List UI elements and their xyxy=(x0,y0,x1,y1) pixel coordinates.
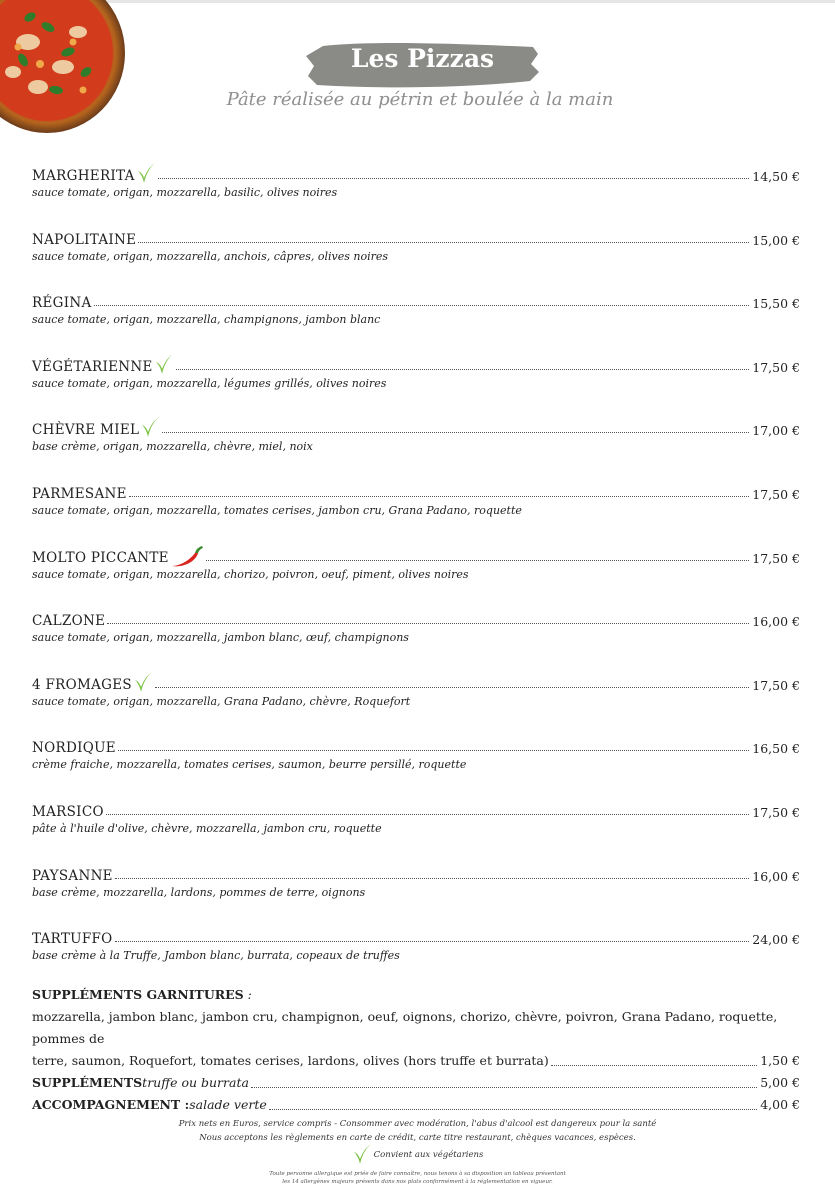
veg-legend-label: Convient aux végétariens xyxy=(373,1150,484,1160)
pizza-price: 16,00 € xyxy=(752,614,800,630)
vegetarian-check-icon xyxy=(136,162,156,184)
footer-veg-legend xyxy=(120,1145,715,1165)
pizza-name: RÉGINA xyxy=(32,295,92,312)
pizza-price: 24,00 € xyxy=(752,932,800,948)
pizza-description: base crème, mozzarella, lardons, pommes de terre, oignons xyxy=(32,885,366,899)
list-item xyxy=(32,351,800,415)
pizza-name: TARTUFFO xyxy=(32,931,113,948)
list-item xyxy=(32,923,800,987)
chili-pepper-icon xyxy=(170,544,204,566)
footer-line-prices: Prix nets en Euros, service compris - Consommer avec modération, l'abus d'alcool est dangereux pour la santé xyxy=(178,1119,657,1129)
pizza-price: 15,00 € xyxy=(752,232,800,248)
pizza-name: PAYSANNE xyxy=(32,867,113,884)
title-banner xyxy=(305,40,540,92)
footer xyxy=(120,1117,715,1186)
garnitures-list-text: terre, saumon, Roquefort, tomates cerises, lardons, olives (hors truffe et burrata) xyxy=(32,1053,549,1068)
pizza-price: 17,50 € xyxy=(752,359,800,375)
pizza-image xyxy=(0,0,126,134)
list-item xyxy=(32,732,800,796)
garnitures-list-line1: mozzarella, jambon blanc, jambon cru, champignon, oeuf, oignons, chorizo, chèvre, poivron, Grana Padano, roquette, pommes de xyxy=(32,1009,778,1046)
pizza-price: 17,50 € xyxy=(752,677,800,693)
garnitures-heading-line xyxy=(32,984,800,1006)
pizza-description: sauce tomate, origan, mozzarella, anchois, câpres, olives noires xyxy=(32,249,389,263)
pizza-name: PARMESANE xyxy=(32,485,127,502)
pizza-name: NORDIQUE xyxy=(32,740,116,757)
accomp-price: 4,00 € xyxy=(760,1097,800,1112)
truffe-price: 5,00 € xyxy=(760,1075,800,1090)
pizza-description: sauce tomate, origan, mozzarella, champignons, jambon blanc xyxy=(32,313,381,327)
page-subtitle: Pâte réalisée au pétrin et boulée à la main xyxy=(226,89,614,110)
pizza-list xyxy=(32,160,800,987)
garnitures-heading: SUPPLÉMENTS GARNITURES xyxy=(32,987,244,1002)
dot-leader xyxy=(115,941,750,942)
pizza-description: sauce tomate, origan, mozzarella, basilic, olives noires xyxy=(32,186,338,199)
pizza-name: 4 FROMAGES xyxy=(32,676,132,693)
list-item xyxy=(32,478,800,542)
dot-leader xyxy=(129,496,749,497)
truffe-heading: SUPPLÉMENTS xyxy=(32,1075,143,1090)
vegetarian-check-icon xyxy=(154,353,174,375)
pizza-name: NAPOLITAINE xyxy=(32,231,137,248)
list-item xyxy=(32,542,800,606)
pizza-name: VÉGÉTARIENNE xyxy=(32,358,153,375)
vegetarian-check-icon xyxy=(352,1143,372,1168)
pizza-description: base crème à la Truffe, Jambon blanc, burrata, copeaux de truffes xyxy=(32,949,400,963)
pizza-description: base crème, origan, mozzarella, chèvre, miel, noix xyxy=(32,440,313,454)
allergen-note-1: Toute personne allergique est priée de faire connaître, nous tenons à sa disposition un tableau présentant xyxy=(269,1171,566,1177)
pizza-description: sauce tomate, origan, mozzarella, jambon blanc, œuf, champignons xyxy=(32,631,409,645)
pizza-description: sauce tomate, origan, mozzarella, Grana Padano, chèvre, Roquefort xyxy=(32,694,411,708)
list-item xyxy=(32,669,800,733)
dot-leader xyxy=(158,178,750,179)
pizza-price: 17,00 € xyxy=(752,423,800,439)
dot-leader xyxy=(551,1065,757,1066)
allergen-note-2: les 14 allergènes majeurs présents dans nos plats conformément à la réglementation en vigueur. xyxy=(282,1179,553,1185)
truffe-text: truffe ou burrata xyxy=(142,1075,249,1090)
page-title: Les Pizzas xyxy=(350,44,495,73)
dot-leader xyxy=(118,750,749,751)
list-item xyxy=(32,796,800,860)
dot-leader xyxy=(251,1087,757,1088)
dot-leader xyxy=(162,432,749,433)
pizza-price: 16,00 € xyxy=(752,868,800,884)
pizza-price: 17,50 € xyxy=(752,550,800,566)
list-item xyxy=(32,224,800,288)
pizza-description: crème fraiche, mozzarella, tomates cerises, saumon, beurre persillé, roquette xyxy=(32,758,467,772)
list-item xyxy=(32,605,800,669)
list-item xyxy=(32,287,800,351)
pizza-name: CALZONE xyxy=(32,613,106,630)
pizza-name: MARSICO xyxy=(32,803,104,820)
pizza-price: 16,50 € xyxy=(752,741,800,757)
pizza-description: sauce tomate, origan, mozzarella, tomates cerises, jambon cru, Grana Padano, roquette xyxy=(32,503,522,517)
vegetarian-check-icon xyxy=(133,671,153,693)
list-item xyxy=(32,860,800,924)
pizza-name: CHÈVRE MIEL xyxy=(32,422,140,439)
garnitures-price: 1,50 € xyxy=(760,1053,800,1068)
pizza-name: MOLTO PICCANTE xyxy=(32,549,169,566)
garnitures-colon: : xyxy=(243,987,252,1002)
dot-leader xyxy=(206,560,749,561)
dot-leader xyxy=(94,305,750,306)
pizza-description: sauce tomate, origan, mozzarella, chorizo, poivron, oeuf, piment, olives noires xyxy=(32,567,469,581)
pizza-price: 15,50 € xyxy=(752,296,800,312)
dot-leader xyxy=(107,623,749,624)
truffe-supplement-line xyxy=(32,1072,800,1094)
dot-leader xyxy=(115,878,749,879)
pizza-description: sauce tomate, origan, mozzarella, légumes grillés, olives noires xyxy=(32,376,387,390)
pizza-name: MARGHERITA xyxy=(32,168,135,184)
garnitures-list-line2 xyxy=(32,1050,800,1072)
pizza-price: 17,50 € xyxy=(752,804,800,820)
dot-leader xyxy=(269,1109,757,1110)
dot-leader xyxy=(138,242,749,243)
list-item xyxy=(32,160,800,224)
accomp-text: salade verte xyxy=(189,1097,267,1112)
pizza-price: 14,50 € xyxy=(752,169,800,184)
list-item xyxy=(32,414,800,478)
vegetarian-check-icon xyxy=(140,416,160,438)
accomp-heading: ACCOMPAGNEMENT : xyxy=(32,1097,190,1112)
dot-leader xyxy=(176,369,750,370)
accompagnement-line xyxy=(32,1094,800,1116)
dot-leader xyxy=(155,687,749,688)
supplements-section xyxy=(32,984,800,1116)
dot-leader xyxy=(106,814,749,815)
pizza-price: 17,50 € xyxy=(752,486,800,502)
footer-line-payment: Nous acceptons les règlements en carte de crédit, carte titre restaurant, chèques vacances, espèces. xyxy=(199,1133,636,1143)
pizza-description: pâte à l'huile d'olive, chèvre, mozzarella, jambon cru, roquette xyxy=(32,821,382,835)
